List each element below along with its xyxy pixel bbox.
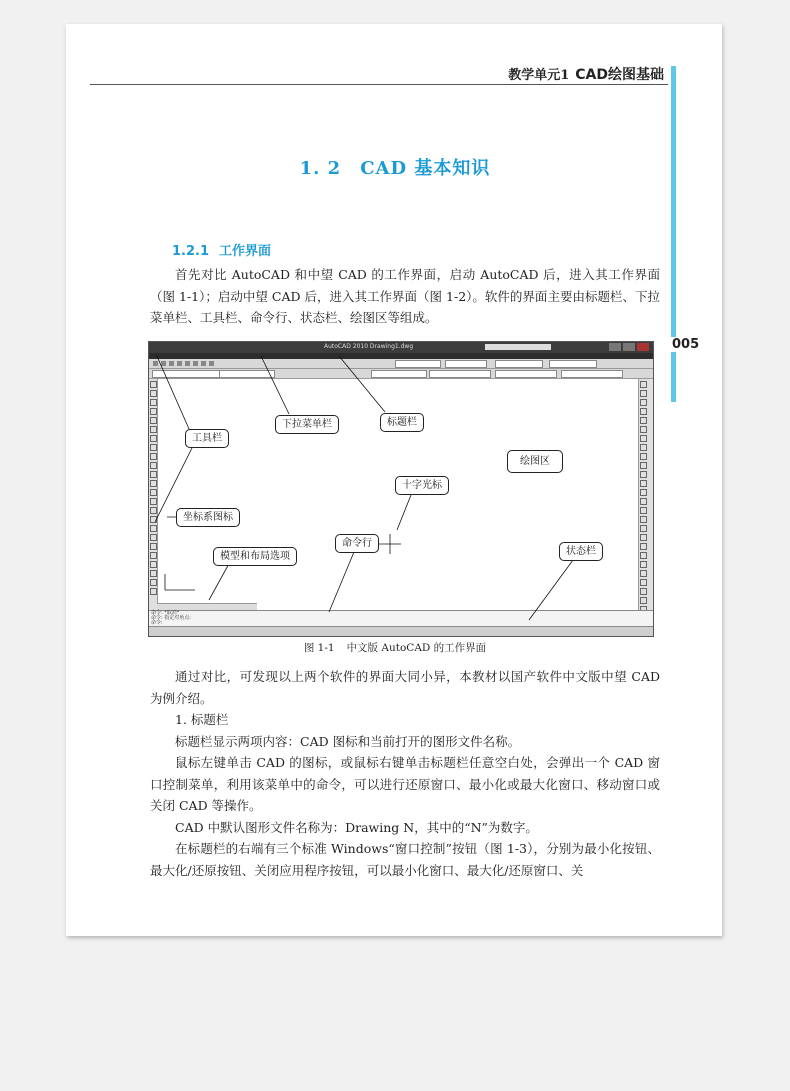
callout-command-line: 命令行 xyxy=(335,534,379,553)
crosshair-leader xyxy=(397,495,411,530)
callout-crosshair: 十字光标 xyxy=(395,476,449,495)
command-line-3: 命令: xyxy=(151,620,163,626)
intro-paragraph-block xyxy=(150,264,660,329)
callout-menubar: 下拉菜单栏 xyxy=(275,415,339,434)
intro-paragraph: 首先对比 AutoCAD 和中望 CAD 的工作界面，启动 AutoCAD 后，进入其工作界面（图 1-1）；启动中望 CAD 后，进入其工作界面（图 1-2）。软件的界面主要由标题栏、下拉菜单栏、工具栏、命令行、状态栏、绘图区等组成。 xyxy=(150,267,660,325)
header-title: CAD绘图基础 xyxy=(575,67,664,83)
body-text xyxy=(150,666,660,881)
callout-status-bar: 状态栏 xyxy=(559,542,603,561)
autocad-screenshot-figure xyxy=(148,341,654,637)
header-unit: 教学单元1 xyxy=(508,68,570,83)
body-paragraph-4: CAD 中默认图形文件名称为：Drawing N，其中的“N”为数字。 xyxy=(175,819,538,835)
callout-toolbar: 工具栏 xyxy=(185,429,229,448)
body-paragraph-3: 鼠标左键单击 CAD 的图标，或鼠标右键单击标题栏任意空白处，会弹出一个 CAD 窗口控制菜单，利用该菜单中的命令，可以进行还原窗口、最小化或最大化窗口、移动窗口或关闭 CAD 等操作。 xyxy=(150,755,660,813)
command-line-2: 命令: 指定对角点: xyxy=(151,615,191,621)
callout-drawing-area: 绘图区 xyxy=(507,450,563,473)
subheading-titlebar: 1. 标题栏 xyxy=(175,712,229,727)
toolbar-leader xyxy=(156,354,193,438)
section-title: 1. 2 CAD 基本知识 xyxy=(299,158,491,179)
header-divider xyxy=(90,84,668,85)
status-leader xyxy=(529,560,573,620)
caption-number: 图 1-1 xyxy=(303,642,335,654)
callout-titlebar: 标题栏 xyxy=(380,413,424,432)
model-layout-leader xyxy=(209,560,231,600)
callout-model-layout: 模型和布局选项 xyxy=(213,547,297,566)
menubar-leader xyxy=(261,356,289,414)
cad-window-title: AutoCAD 2010 Drawing1.dwg xyxy=(324,343,414,350)
subsection-label: 工作界面 xyxy=(219,244,272,259)
page-number: 005 xyxy=(672,337,700,352)
running-header xyxy=(508,64,664,84)
command-line-1: 命令: *取消* xyxy=(151,610,180,616)
callout-ucs-icon: 坐标系图标 xyxy=(176,508,240,527)
caption-text: 中文版 AutoCAD 的工作界面 xyxy=(346,642,487,654)
subsection-title xyxy=(172,240,271,259)
titlebar-leader xyxy=(339,356,385,412)
body-paragraph-2: 标题栏显示两项内容：CAD 图标和当前打开的图形文件名称。 xyxy=(175,733,521,749)
subsection-number: 1.2.1 xyxy=(172,244,210,259)
body-paragraph-1: 通过对比，可发现以上两个软件的界面大同小异，本教材以国产软件中文版中望 CAD 为例介绍。 xyxy=(150,669,660,706)
command-leader xyxy=(329,552,354,612)
body-paragraph-5: 在标题栏的右端有三个标准 Windows“窗口控制”按钮（图 1-3），分别为最小化按钮、最大化/还原按钮、关闭应用程序按钮，可以最小化窗口、最大化/还原窗口、关 xyxy=(150,841,660,878)
figure-caption xyxy=(0,640,790,655)
